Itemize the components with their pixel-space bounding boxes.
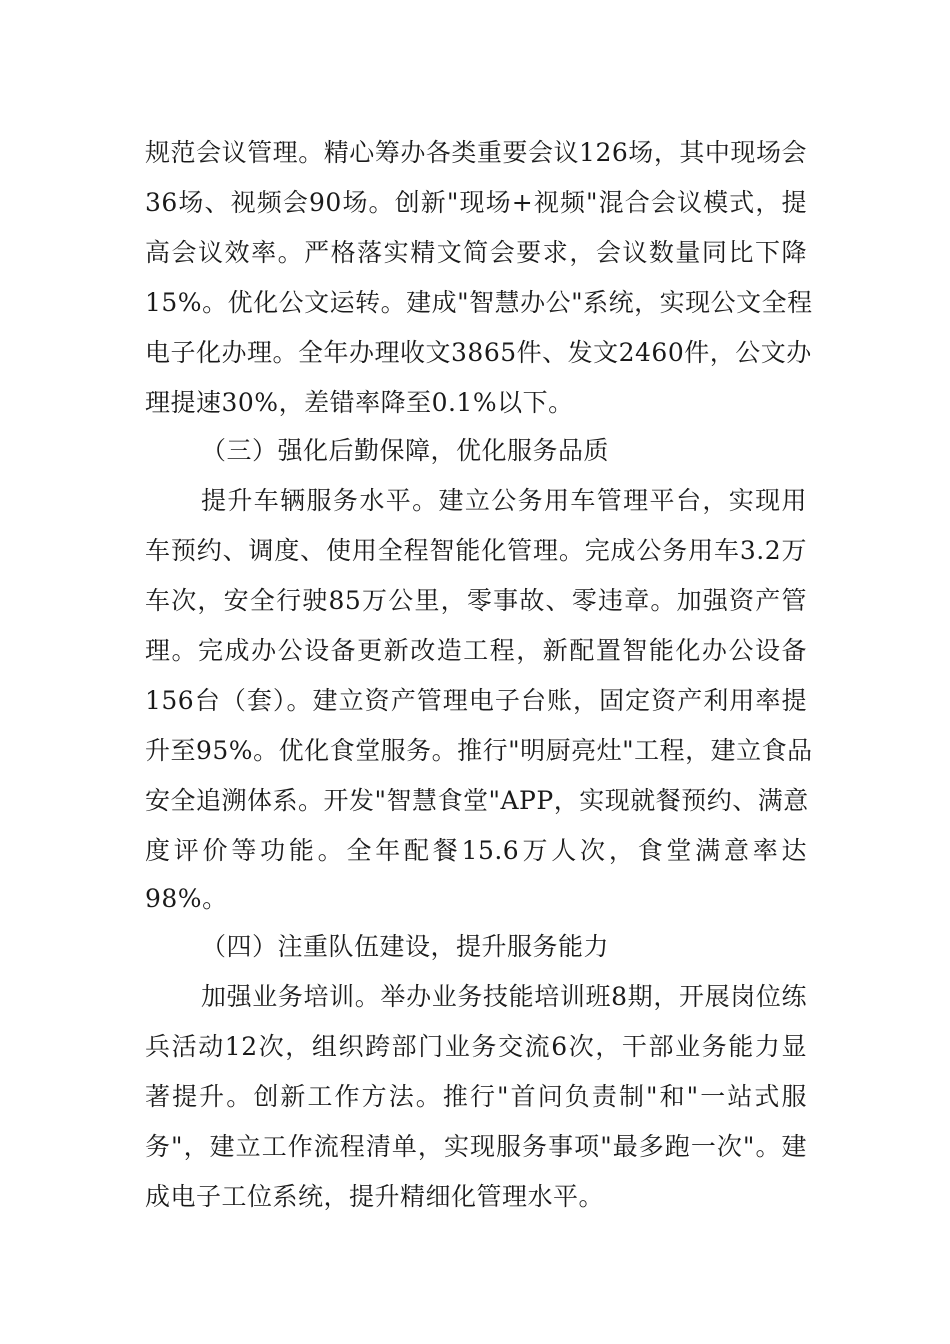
paragraph-line: 理提速30%，差错率降至0.1%以下。	[145, 388, 574, 417]
paragraph-line: 加强业务培训。举办业务技能培训班8期，开展岗位练	[201, 982, 807, 1011]
paragraph-line: 理。完成办公设备更新改造工程，新配置智能化办公设备	[145, 636, 807, 665]
paragraph-line: 安全追溯体系。开发"智慧食堂"APP，实现就餐预约、满意	[145, 786, 809, 815]
paragraph-line: 车次，安全行驶85万公里，零事故、零违章。加强资产管	[145, 586, 807, 615]
paragraph-line: 著提升。创新工作方法。推行"首问负责制"和"一站式服	[145, 1082, 807, 1111]
paragraph-line: 成电子工位系统，提升精细化管理水平。	[145, 1182, 605, 1211]
paragraph-line: 度评价等功能。全年配餐15.6万人次，食堂满意率达	[145, 836, 807, 865]
paragraph-line: 车预约、调度、使用全程智能化管理。完成公务用车3.2万	[145, 536, 807, 565]
paragraph-line: 36场、视频会90场。创新"现场+视频"混合会议模式，提	[145, 188, 807, 217]
paragraph-line: 兵活动12次，组织跨部门业务交流6次，干部业务能力显	[145, 1032, 807, 1061]
paragraph-line: 高会议效率。严格落实精文简会要求，会议数量同比下降	[145, 238, 807, 267]
paragraph-line: 升至95%。优化食堂服务。推行"明厨亮灶"工程，建立食品	[145, 736, 813, 765]
section-heading: （四）注重队伍建设，提升服务能力	[201, 932, 610, 961]
paragraph-line: 务"，建立工作流程清单，实现服务事项"最多跑一次"。建	[145, 1132, 807, 1161]
paragraph-line: 98%。	[145, 884, 228, 913]
paragraph-line: 规范会议管理。精心筹办各类重要会议126场，其中现场会	[145, 138, 807, 167]
paragraph-line: 提升车辆服务水平。建立公务用车管理平台，实现用	[201, 486, 807, 515]
paragraph-line: 15%。优化公文运转。建成"智慧办公"系统，实现公文全程	[145, 288, 813, 317]
paragraph-line: 电子化办理。全年办理收文3865件、发文2460件，公文办	[145, 338, 812, 367]
section-heading: （三）强化后勤保障，优化服务品质	[201, 436, 610, 465]
paragraph-line: 156台（套）。建立资产管理电子台账，固定资产利用率提	[145, 686, 807, 715]
